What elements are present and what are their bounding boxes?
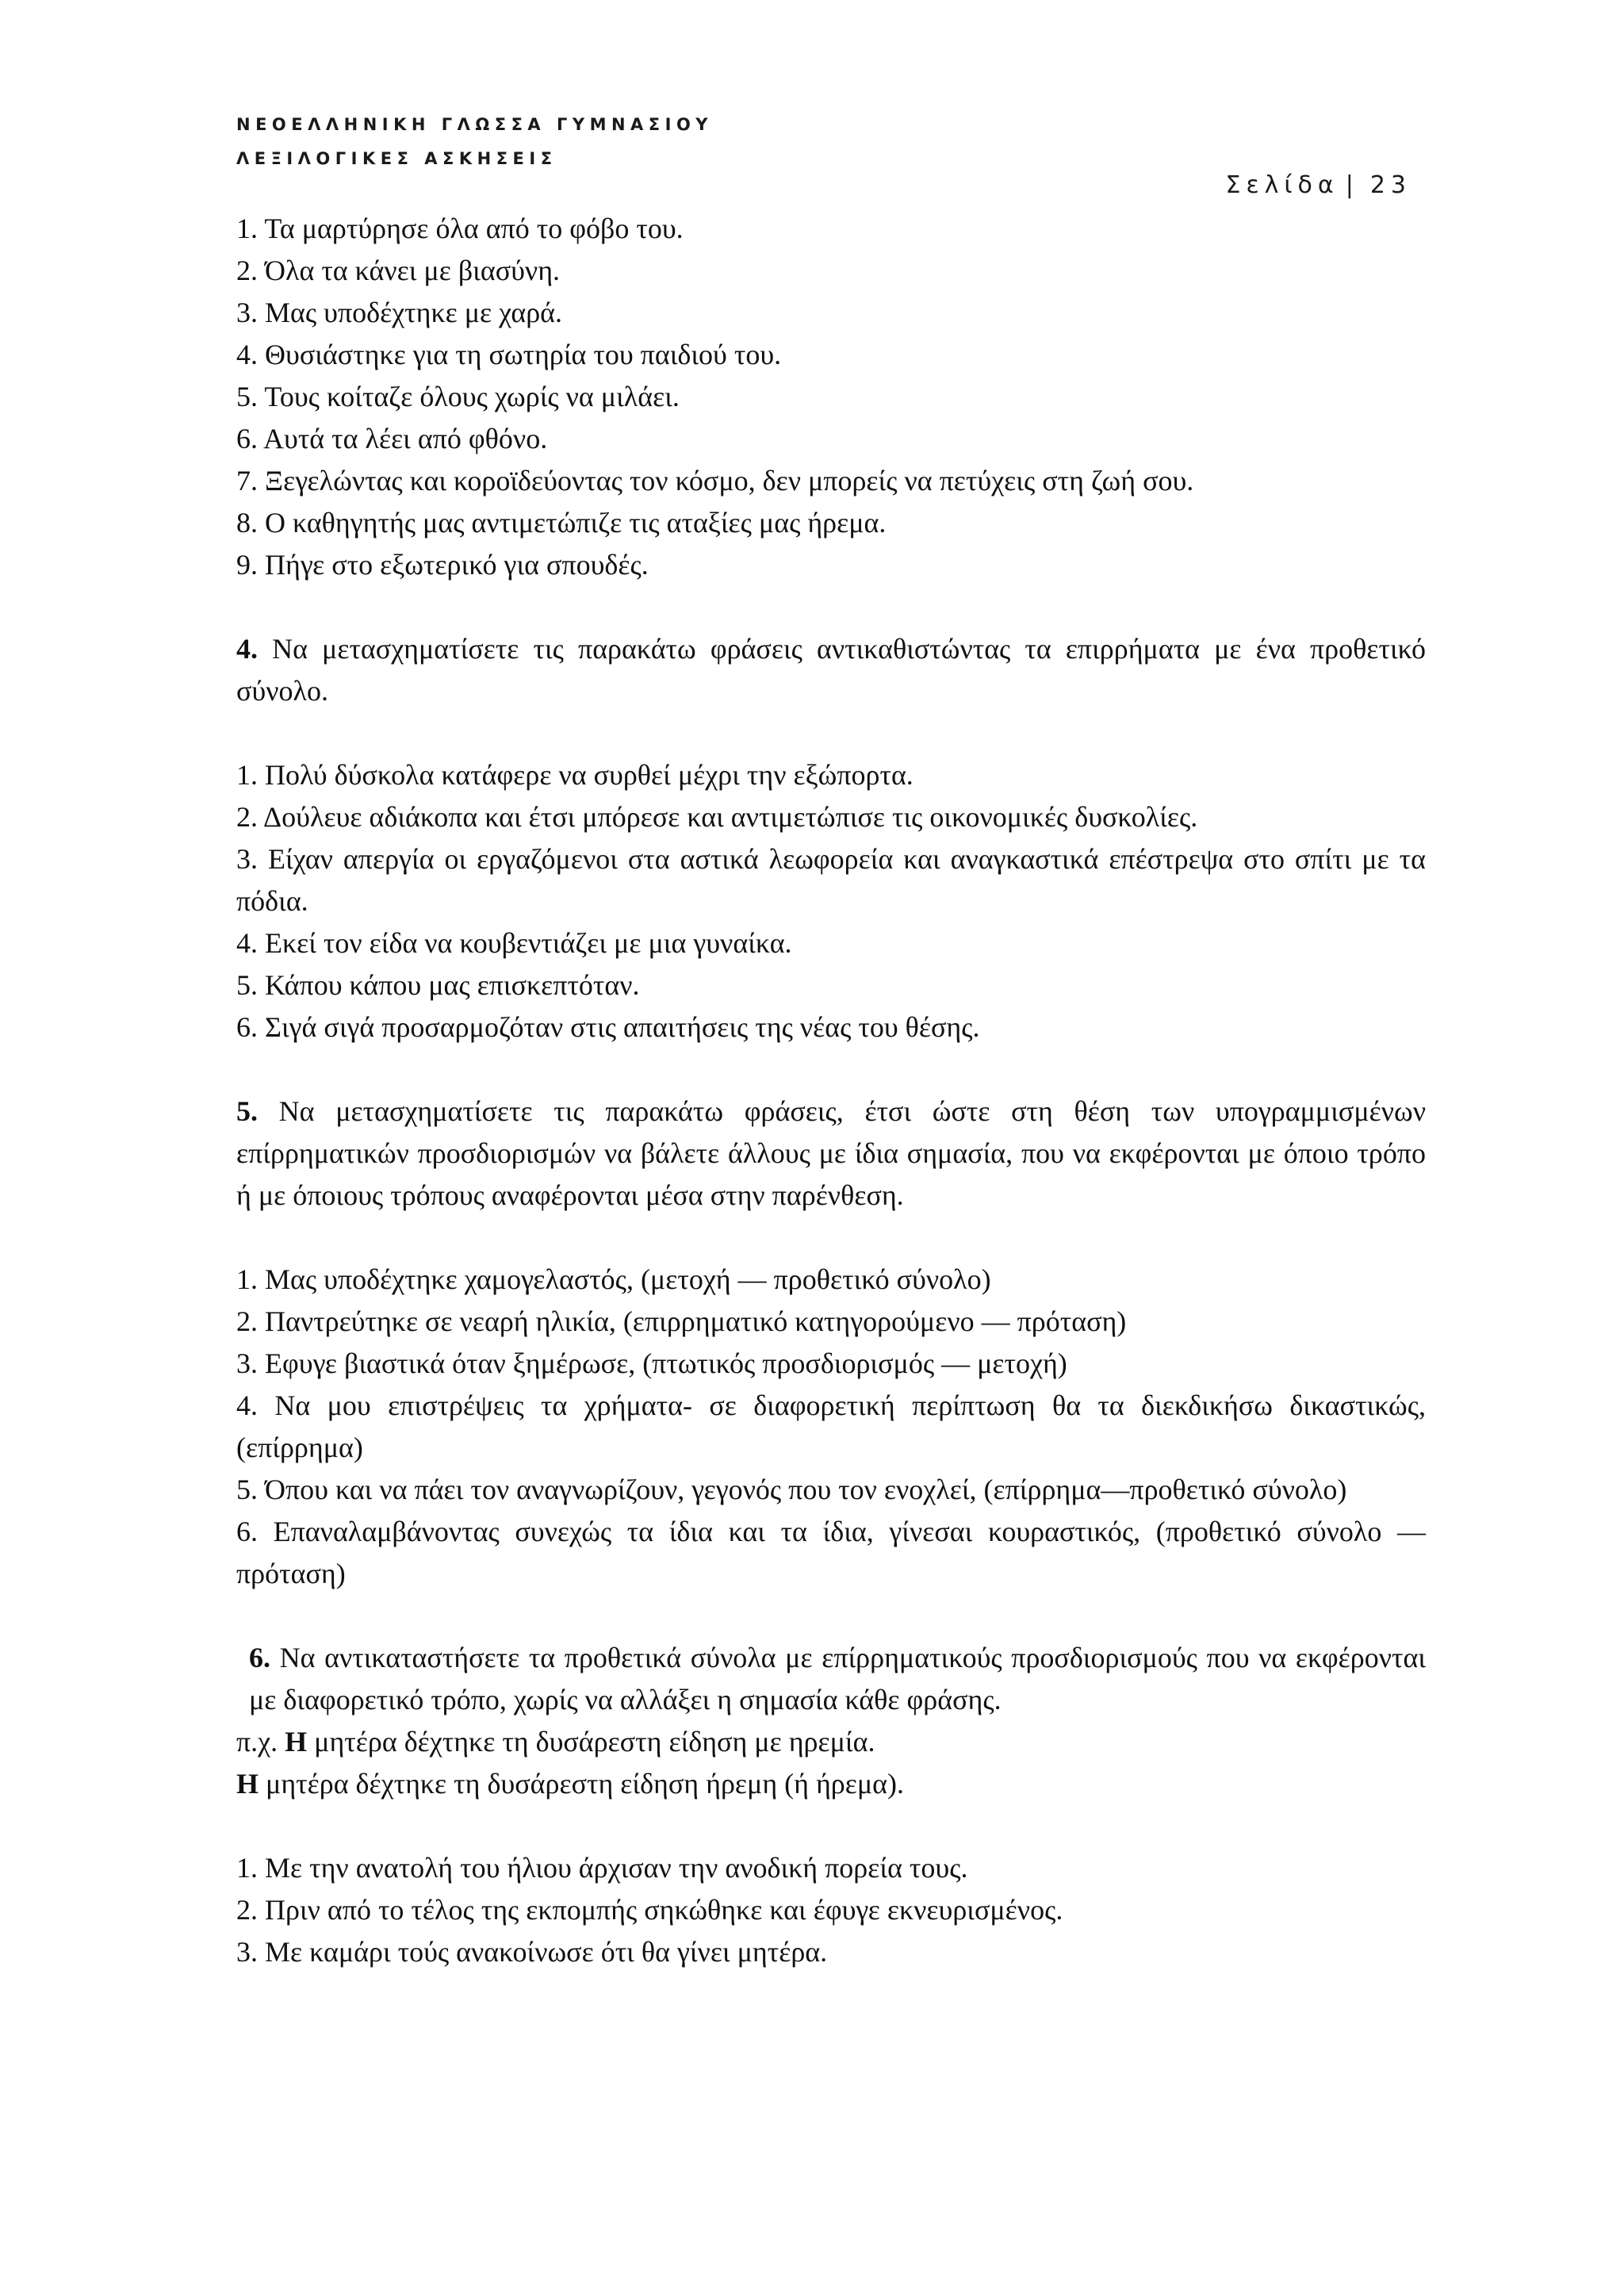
list-item: 2. Δούλευε αδιάκοπα και έτσι μπόρεσε και αντιμετώπισε τις οικονομικές δυσκολίες. [236,801,1198,833]
list-item: 5. Όπου και να πάει τον αναγνωρίζουν, γεγονός που τον ενοχλεί, (επίρρημα—προθετικό σύνολο) [236,1474,1347,1505]
list-item: 8. Ο καθηγητής μας αντιμετώπιζε τις αταξίες μας ήρεμα. [236,507,887,539]
list-item: 6. Επαναλαμβάνοντας συνεχώς τα ίδια και τα ίδια, γίνεσαι κουραστικός, (προθετικό σύνολο —πρόταση) [236,1516,1426,1589]
exercise-5-text: Να μετασχηματίσετε τις παρακάτω φράσεις, έτσι ώστε στη θέση των υπογραμμισμένων επίρρηματικών προσδιορισμών να βάλετε άλλους με ίδια σημασία, που να εκφέρονται με όποιο τρόπο ή με όποιους τρόπους αναφέρονται μέσα στην παρένθεση. [236,1095,1426,1211]
page-number-value: 23 [1369,171,1411,199]
exercise-5-instruction [236,1091,1426,1217]
header-section: ΛΕΞΙΛΟΓΙΚΕΣ ΑΣΚΗΣΕΙΣ [236,149,557,168]
list-item: 3. Με καμάρι τούς ανακοίνωσε ότι θα γίνει μητέρα. [236,1936,828,1968]
exercise-4-list [236,754,1426,1048]
page-number-label: Σελίδα [1225,171,1339,199]
list-item: 3. Εφυγε βιαστικά όταν ξημέρωσε, (πτωτικός προσδιορισμός — μετοχή) [236,1347,1067,1379]
header-subject: ΝΕΟΕΛΛΗΝΙΚΗ ΓΛΩΣΣΑ ΓΥΜΝΑΣΙΟΥ [236,115,714,134]
list-item: 6. Σιγά σιγά προσαρμοζόταν στις απαιτήσεις της νέας του θέσης. [236,1011,980,1043]
list-item: 2. Όλα τα κάνει με βιασύνη. [236,255,561,286]
exercise-list-continued [236,208,1426,586]
list-item: 1. Μας υποδέχτηκε χαμογελαστός, (μετοχή — προθετικό σύνολο) [236,1263,991,1295]
list-item: 4. Να μου επιστρέψεις τα χρήματα- σε διαφορετική περίπτωση θα τα διεκδικήσω δικαστικώς, (επίρρημα) [236,1389,1426,1463]
exercise-4-number: 4. [236,633,258,665]
example-initial: Η [285,1726,308,1757]
list-item: 9. Πήγε στο εξωτερικό για σπουδές. [236,549,649,581]
list-item: 3. Μας υποδέχτηκε με χαρά. [236,297,563,328]
list-item: 4. Θυσιάστηκε για τη σωτηρία του παιδιού του. [236,339,782,370]
page-number-separator: | [1345,171,1359,199]
exercise-5-number: 5. [236,1095,258,1127]
list-item: 1. Πολύ δύσκολα κατάφερε να συρθεί μέχρι την εξώπορτα. [236,759,914,791]
list-item: 7. Ξεγελώντας και κοροϊδεύοντας τον κόσμο, δεν μπορείς να πετύχεις στη ζωή σου. [236,465,1194,496]
list-item: 1. Τα μαρτύρησε όλα από το φόβο του. [236,213,684,244]
example-answer-initial: Η [236,1768,259,1800]
list-item: 2. Παντρεύτηκε σε νεαρή ηλικία, (επιρρηματικό κατηγορούμενο — πρόταση) [236,1305,1127,1337]
exercise-4-text: Να μετασχηματίσετε τις παρακάτω φράσεις αντικαθιστώντας τα επιρρήματα με ένα προθετικό σύνολο. [236,633,1426,707]
document-body [236,208,1426,1973]
example-answer-sentence: μητέρα δέχτηκε τη δυσάρεστη είδηση ήρεμη (ή ήρεμα). [266,1768,905,1800]
exercise-6-example-answer [236,1763,1426,1805]
document-header [236,108,713,176]
exercise-6-number: 6. [249,1642,270,1673]
page-number [1225,171,1411,199]
exercise-4-instruction [236,628,1426,712]
list-item: 1. Με την ανατολή του ήλιου άρχισαν την ανοδική πορεία τους. [236,1852,968,1884]
exercise-6-text: Να αντικαταστήσετε τα προθετικά σύνολα με επίρρηματικούς προσδιορισμούς που να εκφέρονται με διαφορετικό τρόπο, χωρίς να αλλάξει η σημασία κάθε φράσης. [249,1642,1426,1715]
exercise-6-list [236,1847,1426,1973]
exercise-6-example [236,1721,1426,1763]
example-prefix: π.χ. [236,1726,278,1757]
list-item: 3. Είχαν απεργία οι εργαζόμενοι στα αστικά λεωφορεία και αναγκαστικά επέστρεψα στο σπίτι με τα πόδια. [236,843,1426,917]
example-sentence: μητέρα δέχτηκε τη δυσάρεστη είδηση με ηρεμία. [314,1726,875,1757]
list-item: 6. Αυτά τα λέει από φθόνο. [236,423,548,454]
exercise-6-instruction [236,1637,1426,1721]
list-item: 4. Εκεί τον είδα να κουβεντιάζει με μια γυναίκα. [236,927,792,959]
list-item: 5. Τους κοίταζε όλους χωρίς να μιλάει. [236,381,680,412]
exercise-5-list [236,1259,1426,1595]
list-item: 5. Κάπου κάπου μας επισκεπτόταν. [236,969,640,1001]
list-item: 2. Πριν από το τέλος της εκπομπής σηκώθηκε και έφυγε εκνευρισμένος. [236,1894,1063,1926]
